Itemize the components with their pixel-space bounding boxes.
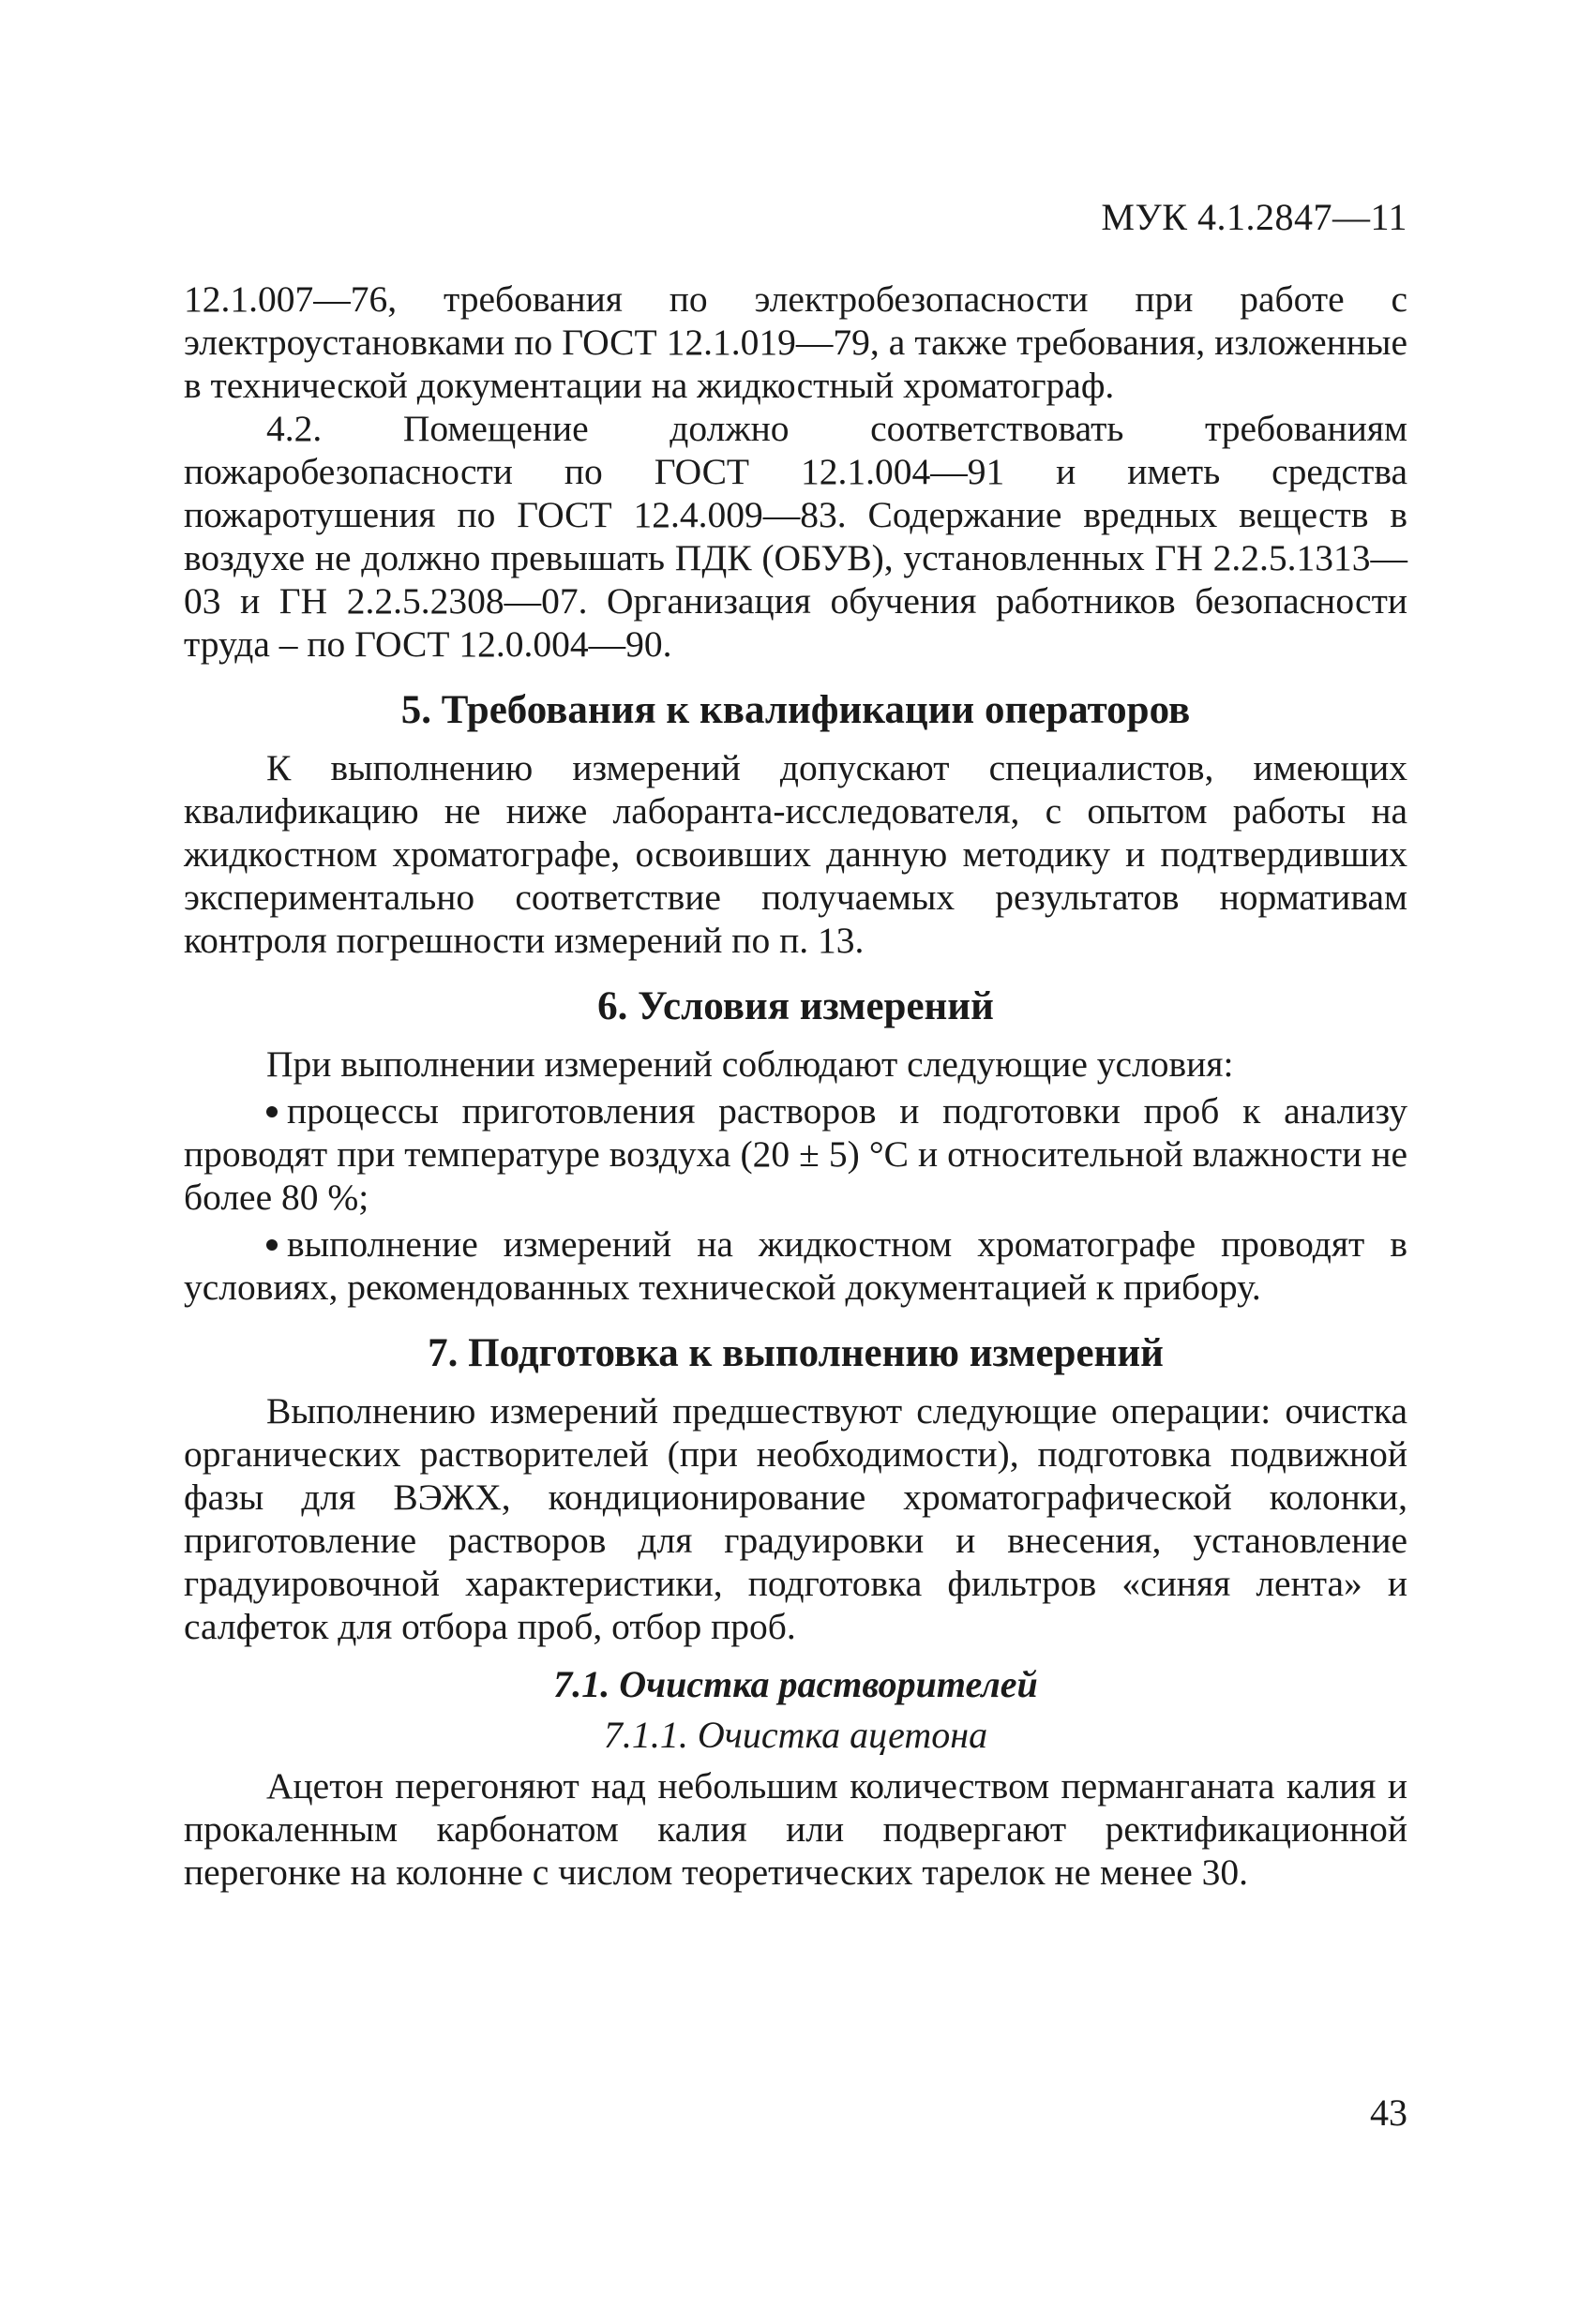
- section-6-heading: 6. Условия измерений: [597, 984, 994, 1028]
- paragraph-4-2: 4.2. Помещение должно соответствовать требованиям пожаробезопасности по ГОСТ 12.1.004—91 и иметь средства пожаротушения по ГОСТ 12.4.009—83. Содержание вредных веществ в воздухе не должно превышать ПДК (ОБУВ), установленных ГН 2.2.5.1313—03 и ГН 2.2.5.2308—07. Организация обучения работников безопасности труда – по ГОСТ 12.0.004—90.: [184, 408, 1407, 665]
- section-7-text: Выполнению измерений предшествуют следующие операции: очистка органических растворителей (при необходимости), подготовка подвижной фазы для ВЭЖХ, кондиционирование хроматографической колонки, приготовление растворов для градуировки и внесения, установление градуировочной характеристики, подготовка фильтров «синяя лента» и салфеток для отбора проб, отбор проб.: [184, 1390, 1407, 1647]
- bullet-text: выполнение измерений на жидкостном хроматографе проводят в условиях, рекомендованных технической документацией к прибору.: [184, 1223, 1407, 1308]
- section-7-heading: 7. Подготовка к выполнению измерений: [428, 1331, 1164, 1375]
- list-item: [184, 1089, 1407, 1219]
- bullet-icon: [266, 1239, 278, 1251]
- continuation-paragraph: 12.1.007—76, требования по электробезопасности при работе с электроустановками по ГОСТ 12.1.019—79, а также требования, изложенные в технической документации на жидкостный хроматограф.: [184, 278, 1407, 406]
- page-content: [184, 277, 1407, 1894]
- subsection-7-1-1-heading: 7.1.1. Очистка ацетона: [603, 1714, 988, 1756]
- section-6-intro: При выполнении измерений соблюдают следующие условия:: [266, 1043, 1234, 1085]
- bullet-text: процессы приготовления растворов и подготовки проб к анализу проводят при температуре воздуха (20 ± 5) °С и относительной влажности не более 80 %;: [184, 1090, 1407, 1218]
- subsection-7-1-heading: 7.1. Очистка растворителей: [553, 1663, 1038, 1705]
- section-5-text: К выполнению измерений допускают специалистов, имеющих квалификацию не ниже лаборанта-исследователя, с опытом работы на жидкостном хроматографе, освоивших данную методику и подтвердивших экспериментально соответствие получаемых результатов нормативам контроля погрешности измерений по п. 13.: [184, 747, 1407, 961]
- document-code-header: МУК 4.1.2847—11: [1101, 196, 1407, 238]
- section-5-heading: 5. Требования к квалификации операторов: [400, 688, 1191, 732]
- bullet-icon: [266, 1106, 278, 1117]
- list-item: [184, 1222, 1407, 1309]
- page-number: 43: [1370, 2092, 1407, 2134]
- subsection-7-1-1-text: Ацетон перегоняют над небольшим количеством перманганата калия и прокаленным карбонатом калия или подвергают ректификационной перегонке на колонне с числом теоретических тарелок не менее 30.: [184, 1765, 1407, 1893]
